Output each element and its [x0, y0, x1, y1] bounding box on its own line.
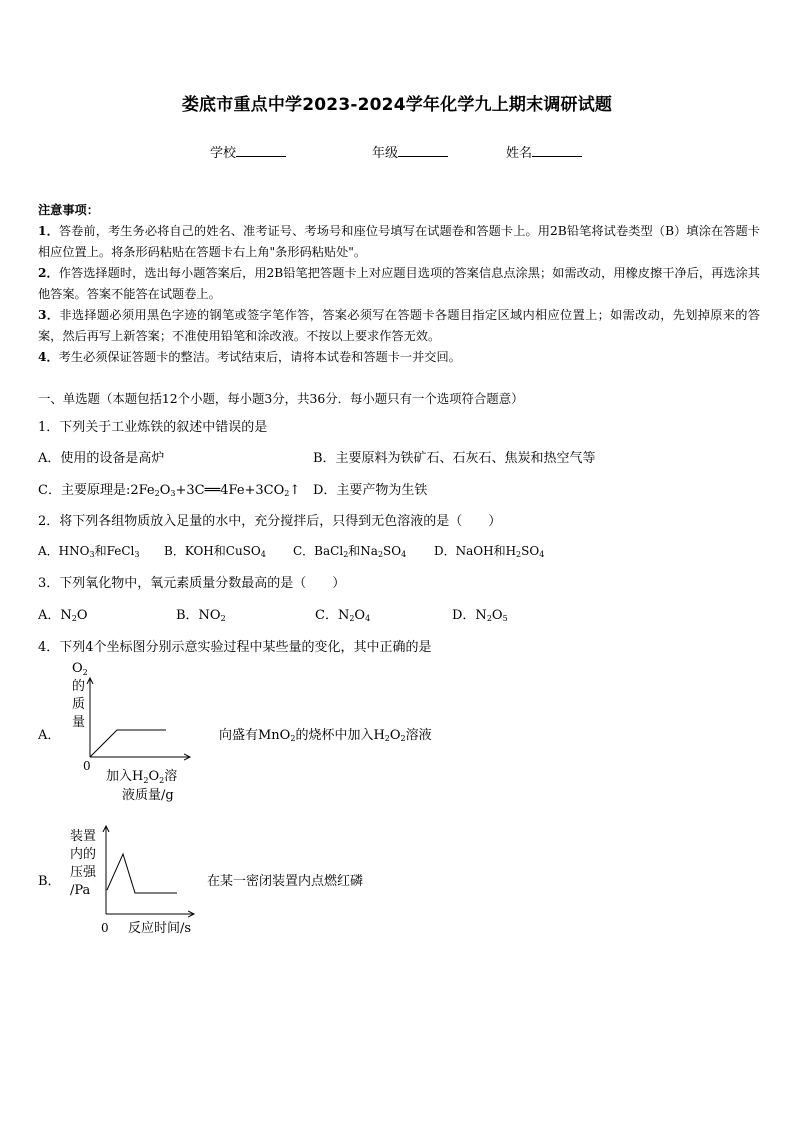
q4-b-curve [107, 854, 177, 893]
q4-a-ylabel-2: 的 [72, 679, 86, 694]
q2-option-a[interactable]: A．$HNO_3$和FeCl$_3$ [38, 544, 140, 559]
q3-option-b[interactable]: B．$NO_2$ [176, 608, 226, 623]
q2-option-c[interactable]: C．BaCl$_2$和$Na_2SO_4$ [293, 544, 407, 559]
q4-graph-b [68, 824, 202, 938]
name-field[interactable] [506, 142, 582, 161]
q4-b-ylabel-3: 压强 [70, 865, 97, 880]
q3-option-a[interactable]: A．$N_2O$ [38, 608, 88, 623]
school-blank[interactable] [236, 144, 286, 157]
q4-a-curve [90, 730, 166, 757]
grade-label: 年级 [372, 146, 399, 161]
q4-a-ylabel-3: 质 [72, 697, 86, 712]
q4-b-ylabel-2: 内的 [70, 847, 97, 862]
q4-b-ylabel-4: /Pa [70, 883, 91, 898]
grade-field[interactable] [372, 142, 448, 161]
q1-stem: 1．下列关于工业炼铁的叙述中错误的是 [38, 420, 268, 435]
q1-option-a[interactable]: A．使用的设备是高炉 [38, 451, 165, 466]
notice-section [38, 200, 760, 368]
name-blank[interactable] [532, 144, 582, 157]
q4-a-xlabel-2: 液质量/g [122, 788, 174, 803]
q4-a-ylabel-4: 量 [72, 715, 86, 730]
q1-option-b[interactable]: B．主要原料为铁矿石、石灰石、焦炭和热空气等 [313, 451, 596, 466]
q4-option-b-label[interactable]: B． [38, 874, 61, 889]
section-heading: 一、单选题（本题包括12个小题，每小题3分，共36分．每小题只有一个选项符合题意） [38, 391, 524, 406]
q4-option-a-label[interactable]: A． [38, 728, 61, 743]
notice-item-4: 4．考生必须保证答题卡的整洁。考试结束后，请将本试卷和答题卡一并交回。 [38, 350, 461, 364]
notice-item-1: 1．答卷前，考生务必将自己的姓名、准考证号、考场号和座位号填写在试题卷和答题卡上。用2B铅笔将试卷类型（B）填涂在答题卡相应位置上。将条形码粘贴在答题卡右上角"条形码粘贴处"。 [38, 224, 760, 259]
q2-option-b[interactable]: B．KOH和CuSO$_4$ [164, 544, 266, 559]
q4-b-origin: 0 [101, 921, 109, 935]
notice-item-3: 3．非选择题必须用黑色字迹的钢笔或签字笔作答，答案必须写在答题卡各题目指定区域内相应位置上；如需改动，先划掉原来的答案，然后再写上新答案；不准使用铅笔和涂改液。不按以上要求作答无效。 [38, 308, 761, 343]
q4-b-ylabel-1: 装置 [70, 829, 97, 844]
name-label: 姓名 [506, 146, 533, 161]
q4-graph-a [62, 658, 192, 804]
notice-heading: 注意事项： [38, 203, 99, 217]
q2-option-d[interactable]: D．NaOH和$H_2SO_4$ [434, 544, 545, 559]
q4-a-description: 向盛有MnO$_2$的烧杯中加入$H_2O_2$溶液 [219, 728, 432, 743]
q4-b-xlabel: 反应时间/s [128, 921, 192, 936]
q4-a-xlabel-1: 加入$H_2O_2$溶 [106, 769, 178, 785]
page-title: 娄底市重点中学2023-2024学年化学九上期末调研试题 [181, 95, 613, 115]
q3-option-c[interactable]: C．$N_2O_4$ [315, 608, 371, 623]
q4-a-ylabel-1: $O_2$ [72, 661, 88, 677]
q3-option-d[interactable]: D．$N_2O_5$ [452, 608, 508, 623]
q3-stem: 3．下列氧化物中，氧元素质量分数最高的是（ ） [38, 576, 346, 591]
grade-blank[interactable] [398, 144, 448, 157]
q1-option-c[interactable]: C．主要原理是$:2Fe_2O_3+3C══4Fe+3CO_2↑$ [38, 483, 301, 498]
q1-option-d[interactable]: D．主要产物为生铁 [313, 483, 428, 498]
q4-a-origin: 0 [83, 759, 91, 773]
school-label: 学校 [210, 146, 237, 161]
q2-stem: 2．将下列各组物质放入足量的水中，充分搅拌后，只得到无色溶液的是（ ） [38, 514, 502, 529]
school-field[interactable] [210, 142, 286, 161]
q4-b-description: 在某一密闭装置内点燃红磷 [207, 874, 364, 889]
notice-item-2: 2．作答选择题时，选出每小题答案后，用2B铅笔把答题卡上对应题目选项的答案信息点涂黑；如需改动，用橡皮擦干净后，再选涂其他答案。答案不能答在试题卷上。 [38, 266, 760, 301]
q4-stem: 4．下列4个坐标图分别示意实验过程中某些量的变化，其中正确的是 [38, 640, 432, 655]
